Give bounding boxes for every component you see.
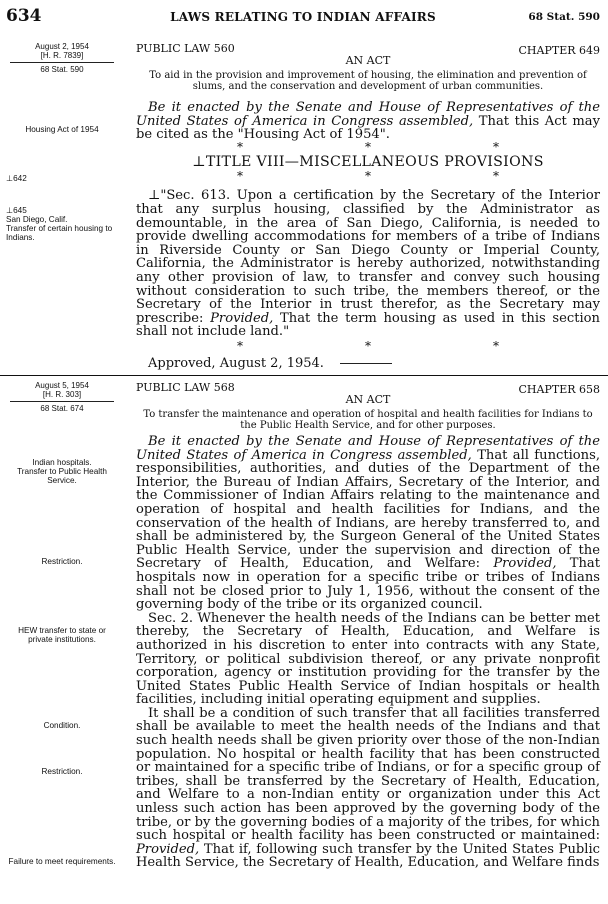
sec613-text-end: That the term housing as used in this section shall not include land." (136, 310, 600, 340)
enacting-italic: Be it enacted by the Senate and House of Representatives of the United States of America in Congress assembled, (136, 100, 600, 129)
star: * (493, 139, 499, 154)
margin-note-indian-hospitals: Indian hospitals. Transfer to Public Health Service. (17, 458, 107, 485)
sec613-text: ⊥"Sec. 613. Upon a certification by the Secretary of the Interior that any surplus housing, classified by the Administrator as demountable, in the area of San Diego, California, is needed to provide dwelling accommodations for members of a tribe of Indians in Riverside County or San Diego County or Imperial County, California, the Administrator is hereby authorized, notwithstanding any other provision of law, to transfer and convey such housing without consideration to such tribe, the members thereof, or the Secretary of the Interior in trust therefor, as the Secretary may prescribe: (136, 188, 600, 326)
star: * (365, 139, 371, 154)
page-header (6, 6, 600, 26)
signature-rule (340, 363, 392, 364)
law1-enacting-clause (136, 101, 600, 142)
law2-margin-citation (6, 381, 118, 413)
law2-purpose: To transfer the maintenance and operation of hospital and health facilities for Indians to the Public Health Service, and for other purposes. (143, 409, 593, 431)
approval-line (148, 357, 600, 371)
condition-paragraph (136, 707, 600, 870)
law2-bill: [H. R. 303] (42, 390, 82, 399)
margin-note-condition: Condition. (43, 721, 81, 730)
ellipsis-stars (136, 139, 600, 154)
an-act-label: AN ACT (345, 54, 391, 67)
star: * (365, 169, 371, 184)
stat-reference: 68 Stat. 590 (528, 11, 600, 23)
law1-heading (136, 42, 600, 70)
margin-note-san-diego: San Diego, Calif. Transfer of certain housing to Indians. (6, 215, 113, 242)
star: * (237, 338, 243, 353)
running-title: LAWS RELATING TO INDIAN AFFAIRS (170, 10, 436, 24)
margin-note-housing-act: Housing Act of 1954 (25, 125, 99, 134)
enacting-text-end: That hospitals now in operation for a specific tribe or tribes of Indians shall not be closed prior to July 1, 1956, without the consent of the governing body of the tribe or its organized council. (136, 556, 601, 613)
law2-body (136, 435, 600, 870)
condition-text-end: That if, following such transfer by the United States Public Health Service, the Secretary of Health, Education, and Welfare finds (136, 841, 600, 871)
law1-purpose: To aid in the provision and improvement of housing, the elimination and prevention of slums, and the conservation and development of urban communities. (149, 70, 587, 92)
enacting-italic: Be it enacted by the Senate and House of Representatives of the United States of America in Congress assembled, (136, 434, 600, 463)
star: * (237, 169, 243, 184)
star: * (365, 338, 371, 353)
public-law-number: PUBLIC LAW 560 (136, 42, 235, 55)
section-2: Sec. 2. Whenever the health needs of the Indians can be better met thereby, the Secretary of Health, Education, and Welfare is authorized in his discretion to enter into contracts with any State, Territory, or political subdivision thereof, or any private nonprofit corporation, agency or institution providing for the transfer by the United States Public Health Service of Indian hospitals or health facilities, including initial operating equipment and supplies. (136, 610, 600, 708)
chapter-number: CHAPTER 649 (518, 44, 600, 57)
law1-date: August 2, 1954 (35, 42, 89, 51)
sec613-proviso: Provided, (210, 310, 274, 326)
star: * (493, 338, 499, 353)
margin-note-642: ⊥642 (6, 174, 27, 183)
public-law-number: PUBLIC LAW 568 (136, 381, 235, 394)
law2-date: August 5, 1954 (35, 381, 89, 390)
enacting-text: That this Act may be cited as the "Housing Act of 1954". (136, 113, 600, 143)
margin-divider (10, 401, 114, 402)
page-number: 634 (6, 6, 42, 26)
enacting-proviso: Provided, (493, 556, 557, 572)
law1-stat: 68 Stat. 590 (40, 65, 84, 74)
star: * (237, 139, 243, 154)
law2-enacting-clause (136, 435, 600, 612)
law-separator (0, 375, 608, 376)
law1-body (136, 101, 600, 371)
margin-note-645: ⊥645 (6, 206, 27, 215)
condition-proviso: Provided, (136, 841, 200, 857)
margin-note-restriction: Restriction. (41, 767, 83, 776)
star: * (493, 169, 499, 184)
ellipsis-stars (136, 338, 600, 353)
law1-main (136, 42, 600, 371)
enacting-text: That all functions, responsibilities, authorities, and duties of the Department of the Interior, the Bureau of Indian Affairs, Secretary of the Interior, and the Commissioner of Indian Affairs relating to the maintenance and operation of hospital and health facilities for Indians, and the conservation of the health of Indians, are hereby transferred to, and shall be administered by, the Surgeon General of the United States Public Health Service, under the supervision and direction of the Secretary of Health, Education, and Welfare: (136, 447, 600, 572)
margin-note-restriction: Restriction. (41, 557, 83, 566)
law2-main (136, 381, 600, 870)
margin-note-failure: Failure to meet requirements. (8, 857, 116, 866)
law2-stat: 68 Stat. 674 (40, 404, 84, 413)
chapter-number: CHAPTER 658 (518, 383, 600, 396)
title-heading: ⊥TITLE VIII—MISCELLANEOUS PROVISIONS (192, 153, 544, 170)
section-613 (136, 189, 600, 339)
an-act-label: AN ACT (345, 393, 391, 406)
margin-note-hew-transfer: HEW transfer to state or private institutions. (18, 626, 106, 644)
approved-date: Approved, August 2, 1954. (148, 355, 324, 371)
law1-bill: [H. R. 7839] (40, 51, 84, 60)
ellipsis-stars (136, 171, 600, 183)
law2-heading (136, 381, 600, 409)
condition-text: It shall be a condition of such transfer that all facilities transferred shall be available to meet the health needs of the Indians and that such health needs shall be given priority over those of the non-Indian population. No hospital or health facility that has been constructed or maintained for a specific tribe of Indians, or for a specific group of tribes, shall be transferred by the Secretary of Health, Education, and Welfare to a non-Indian entity or organization under this Act unless such action has been approved by the governing body of the tribe, or by the governing bodies of a majority of the tribes, for which such hospital or health facility has been constructed or maintained: (136, 705, 600, 844)
margin-divider (10, 62, 114, 63)
law1-margin-citation (6, 42, 118, 74)
